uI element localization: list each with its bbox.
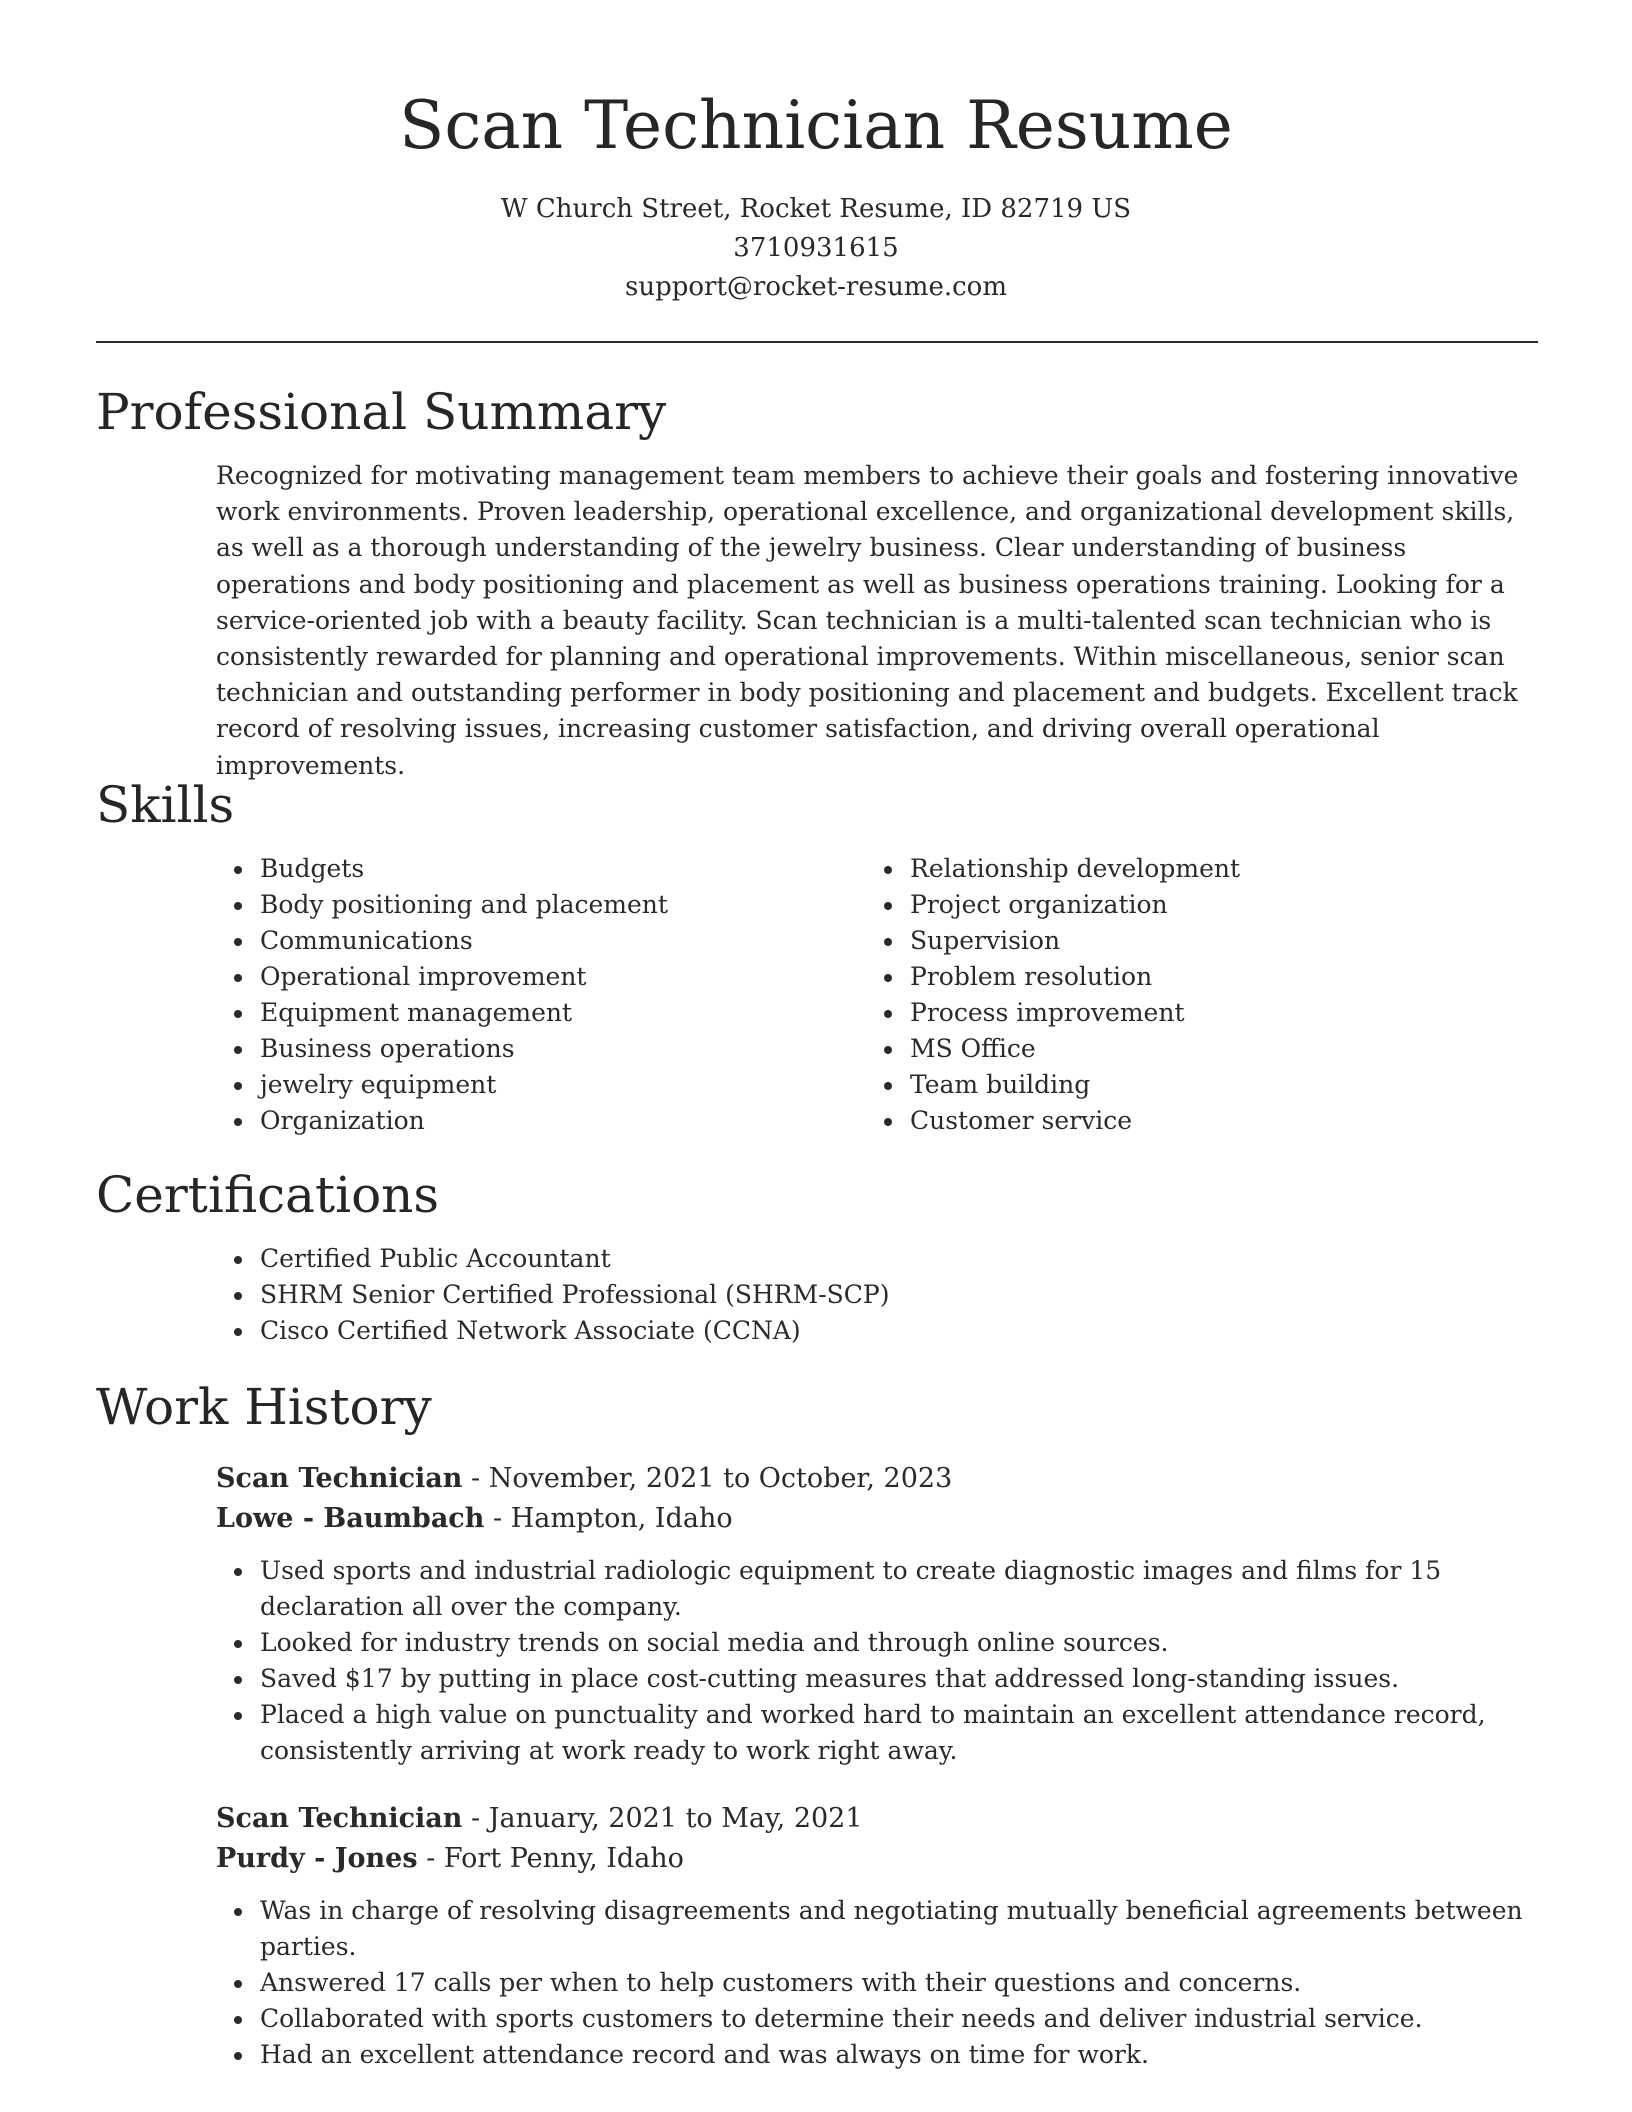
certifications-list — [216, 1241, 1538, 1349]
job-bullets — [216, 1553, 1538, 1769]
job-bullet: Looked for industry trends on social media and through online sources. — [216, 1625, 1538, 1661]
job-bullet: Saved $17 by putting in place cost-cutting measures that addressed long-standing issues. — [216, 1661, 1538, 1697]
header-divider — [96, 341, 1538, 343]
separator: - — [471, 1463, 489, 1494]
job-dates: January, 2021 to May, 2021 — [488, 1803, 863, 1834]
job-title-line — [216, 1799, 1538, 1839]
resume-header — [0, 0, 1632, 307]
job-bullet: Had an excellent attendance record and was always on time for work. — [216, 2037, 1538, 2073]
skill-item: Team building — [866, 1067, 1516, 1103]
skill-item: Customer service — [866, 1103, 1516, 1139]
job-bullet: Used sports and industrial radiologic equipment to create diagnostic images and films for 15 declaration all over the company. — [216, 1553, 1538, 1625]
summary-heading: Professional Summary — [96, 383, 667, 441]
job-title-line — [216, 1459, 1538, 1499]
certifications-heading: Certifications — [96, 1166, 440, 1224]
skill-item: Communications — [216, 923, 866, 959]
skills-list-left — [216, 851, 866, 1139]
skill-item: jewelry equipment — [216, 1067, 866, 1103]
job-entry — [216, 1799, 1538, 2073]
skill-item: Body positioning and placement — [216, 887, 866, 923]
work-history-heading: Work History — [96, 1378, 432, 1436]
skills-section — [96, 773, 1538, 1139]
contact-address: W Church Street, Rocket Resume, ID 82719 US — [500, 194, 1132, 224]
job-title: Scan Technician — [216, 1803, 463, 1834]
certification-item: Cisco Certified Network Associate (CCNA) — [216, 1313, 1538, 1349]
skill-item: Process improvement — [866, 995, 1516, 1031]
job-location: Fort Penny, Idaho — [443, 1843, 684, 1874]
job-bullets — [216, 1893, 1538, 2073]
job-bullet: Placed a high value on punctuality and worked hard to maintain an excellent attendance record, consistently arriving at work ready to work right away. — [216, 1697, 1538, 1769]
skill-item: Supervision — [866, 923, 1516, 959]
skill-item: Equipment management — [216, 995, 866, 1031]
skill-item: Organization — [216, 1103, 866, 1139]
contact-phone: 3710931615 — [733, 233, 899, 263]
separator: - — [492, 1503, 511, 1534]
skills-columns — [216, 851, 1538, 1139]
certification-item: SHRM Senior Certified Professional (SHRM-SCP) — [216, 1277, 1538, 1313]
skill-item: Operational improvement — [216, 959, 866, 995]
summary-section — [96, 380, 1538, 784]
skill-item: Project organization — [866, 887, 1516, 923]
work-history-section — [96, 1375, 1538, 2073]
job-company: Lowe - Baumbach — [216, 1503, 485, 1534]
certifications-section — [96, 1163, 1538, 1349]
skills-heading: Skills — [96, 776, 235, 834]
job-location: Hampton, Idaho — [510, 1503, 733, 1534]
job-bullet: Answered 17 calls per when to help customers with their questions and concerns. — [216, 1965, 1538, 2001]
contact-info — [0, 190, 1632, 307]
contact-email: support@rocket-resume.com — [624, 272, 1007, 302]
skill-item: Budgets — [216, 851, 866, 887]
job-bullet: Collaborated with sports customers to determine their needs and deliver industrial service. — [216, 2001, 1538, 2037]
skill-item: MS Office — [866, 1031, 1516, 1067]
separator: - — [471, 1803, 489, 1834]
job-company-line — [216, 1839, 1538, 1879]
job-company-line — [216, 1499, 1538, 1539]
job-dates: November, 2021 to October, 2023 — [488, 1463, 953, 1494]
job-company: Purdy - Jones — [216, 1843, 418, 1874]
job-bullet: Was in charge of resolving disagreements and negotiating mutually beneficial agreements between parties. — [216, 1893, 1538, 1965]
job-entry — [216, 1459, 1538, 1769]
skill-item: Problem resolution — [866, 959, 1516, 995]
summary-text: Recognized for motivating management team members to achieve their goals and fostering innovative work environments. Proven leadership, operational excellence, and organizational development skills, as well as a thorough understanding of the jewelry business. Clear understanding of business operations and body positioning and placement as well as business operations training. Looking for a service-oriented job with a beauty facility. Scan technician is a multi-talented scan technician who is consistently rewarded for planning and operational improvements. Within miscellaneous, senior scan technician and outstanding performer in body positioning and placement and budgets. Excellent track record of resolving issues, increasing customer satisfaction, and driving overall operational improvements. — [216, 461, 1519, 780]
resume-title: Scan Technician Resume — [399, 87, 1233, 164]
skills-list-right — [866, 851, 1516, 1139]
separator: - — [426, 1843, 444, 1874]
skill-item: Relationship development — [866, 851, 1516, 887]
certification-item: Certified Public Accountant — [216, 1241, 1538, 1277]
skill-item: Business operations — [216, 1031, 866, 1067]
job-title: Scan Technician — [216, 1463, 463, 1494]
